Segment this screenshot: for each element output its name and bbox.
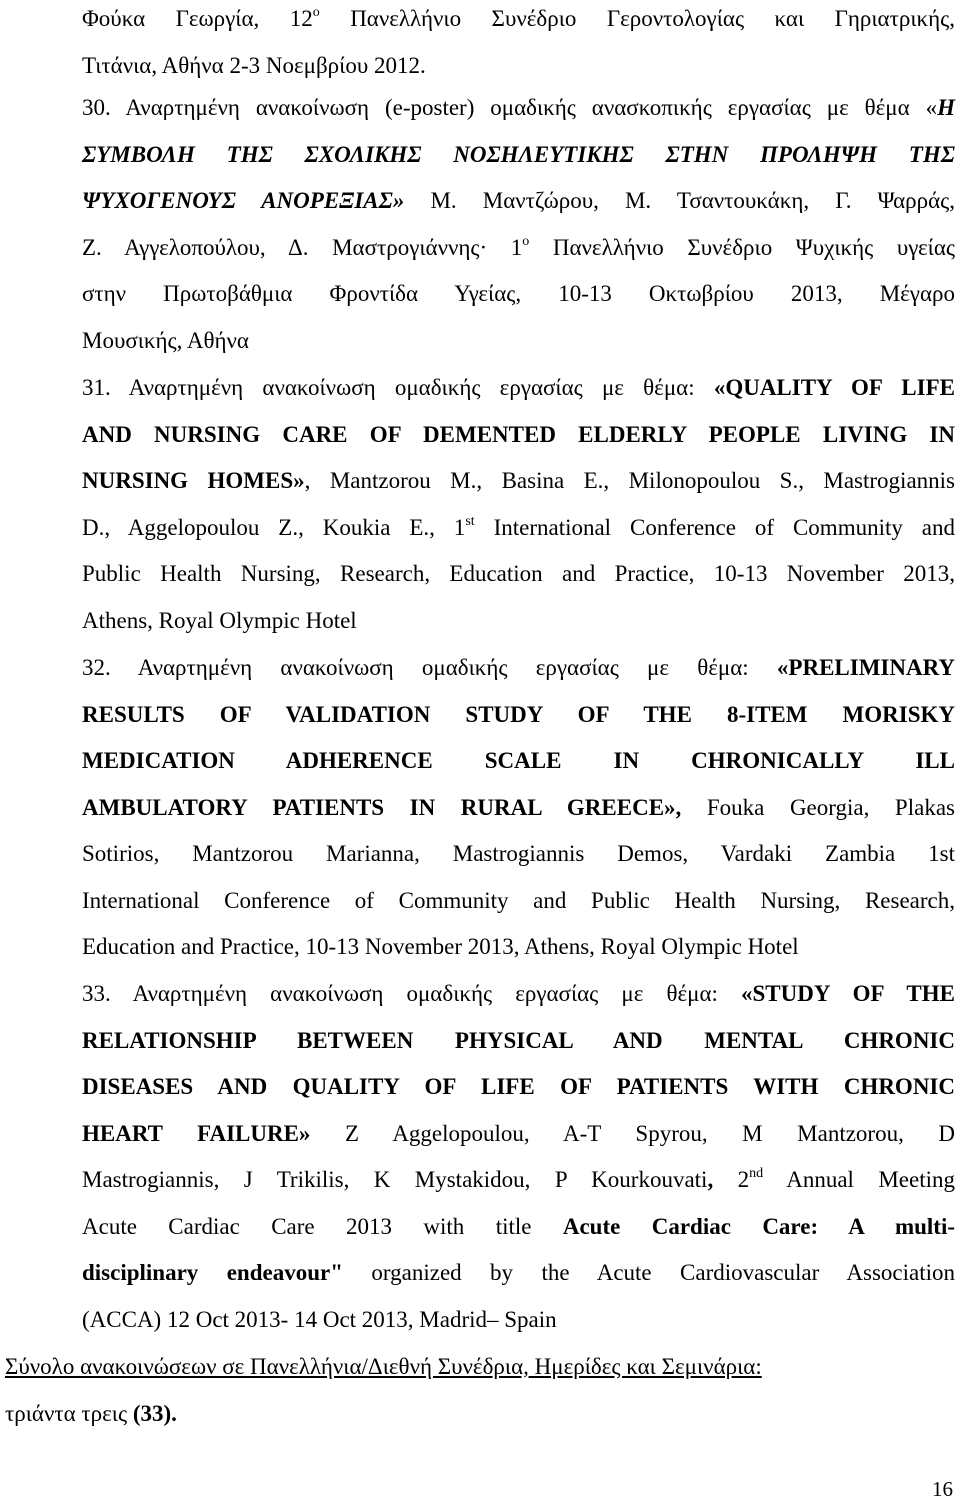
entry-text: Fouka Georgia, Plakas <box>681 794 955 820</box>
entry-number: 31. <box>82 375 111 400</box>
entry-text: Αναρτημένη ανακοίνωση ομαδικής εργασίας με θέμα: <box>110 655 777 680</box>
entry-text: , Mantzorou M., Basina E., Milonopoulou S., Mastrogiannis <box>304 468 955 493</box>
entry-title: ΨΥΧΟΓΕΝΟΥΣ ΑΝΟΡΕΞΙΑΣ» <box>82 188 405 213</box>
entry-text: Μουσικής, Αθήνα <box>82 327 249 353</box>
entry-title: «QUALITY OF LIFE <box>713 375 955 400</box>
entry-title: AND NURSING CARE OF DEMENTED ELDERLY PEOPLE LIVING IN <box>82 421 955 447</box>
entry-title: Η <box>937 95 955 120</box>
entry-title: DISEASES AND QUALITY OF LIFE OF PATIENTS WITH CHRONIC <box>82 1074 955 1099</box>
entry-30 <box>82 85 955 364</box>
entry-number: 33. <box>82 981 111 1006</box>
entry-text: Annual Meeting <box>763 1167 955 1192</box>
entry-text: Athens, Royal Olympic Hotel <box>82 607 357 633</box>
entry-32 <box>82 645 955 971</box>
entry-text: Public Health Nursing, Research, Education and Practice, 10-13 November 2013, <box>82 561 955 586</box>
entry-text: International Conference of Community and Public Health Nursing, Research, <box>82 887 955 913</box>
entry-text: Ζ. Αγγελοπούλου, Δ. Μαστρογιάννης· 1 <box>82 234 523 260</box>
entry-title: NURSING HOMES» <box>82 468 305 493</box>
entry-title: HEART FAILURE» <box>82 1120 311 1146</box>
entry-title: ΣΥΜΒΟΛΗ ΤΗΣ ΣΧΟΛΙΚΗΣ ΝΟΣΗΛΕΥΤΙΚΗΣ ΣΤΗΝ ΠΡΟΛΗΨΗ ΤΗΣ <box>82 141 955 167</box>
entry-number: 32. <box>82 655 111 680</box>
entry-text: Mastrogiannis, J Trikilis, K Mystakidou, P Kourkouvati <box>82 1167 708 1192</box>
superscript: ο <box>522 233 530 249</box>
entry-title: AMBULATORY PATIENTS IN RURAL GREECE», <box>82 794 682 820</box>
entry-text: Πανελλήνιο Συνέδριο Ψυχικής υγείας <box>529 234 955 260</box>
entry-title: disciplinary endeavour" <box>82 1260 343 1285</box>
entry-text: Αναρτημένη ανακοίνωση (e-poster) ομαδικής ανασκοπικής εργασίας με θέμα « <box>110 95 938 120</box>
entry-33 <box>82 971 955 1343</box>
entry-text: Education and Practice, 10-13 November 2013, Athens, Royal Olympic Hotel <box>82 934 799 959</box>
superscript: nd <box>749 1166 764 1181</box>
page-number: 16 <box>932 1477 953 1501</box>
entry-text: (ACCA) 12 Oct 2013- 14 Oct 2013, Madrid– Spain <box>82 1306 557 1332</box>
entry-title: Acute Cardiac Care: A multi- <box>562 1213 955 1239</box>
entry-text: Z Aggelopoulou, A-T Spyrou, M Mantzorou, D <box>310 1120 955 1146</box>
summary-count: (33). <box>132 1400 177 1426</box>
entry-text: 2 <box>713 1167 750 1192</box>
superscript: st <box>465 513 475 529</box>
entry-title: «PRELIMINARY <box>776 655 955 680</box>
entry-title: MEDICATION ADHERENCE SCALE IN CHRONICALLY ILL <box>82 748 955 773</box>
entry-title: RESULTS OF VALIDATION STUDY OF THE 8-ITEM MORISKY <box>82 701 955 727</box>
entry-number: 30. <box>82 95 111 120</box>
entry-text: International Conference of Community and <box>474 514 955 540</box>
entry-31 <box>82 365 955 644</box>
entry-text: , <box>707 1167 714 1192</box>
entry-29-tail <box>82 0 955 89</box>
entry-text: Sotirios, Mantzorou Marianna, Mastrogiannis Demos, Vardaki Zambia 1st <box>82 841 955 866</box>
summary <box>5 1344 955 1437</box>
summary-label: Σύνολο ανακοινώσεων σε Πανελλήνια/Διεθνή Συνέδρια, Ημερίδες και Σεμινάρια: <box>5 1354 762 1379</box>
summary-value: τριάντα τρεις <box>5 1400 133 1426</box>
entry-text: Acute Cardiac Care 2013 with title <box>82 1213 563 1239</box>
entry-29-text: Φούκα Γεωργία, 12 <box>82 6 313 31</box>
entry-text: organized by the Acute Cardiovascular Association <box>342 1260 955 1285</box>
entry-text: Μ. Μαντζώρου, Μ. Τσαντουκάκη, Γ. Ψαρράς, <box>404 188 955 213</box>
entry-29-text: Πανελλήνιο Συνέδριο Γεροντολογίας και Γηριατρικής, <box>319 6 955 31</box>
entry-text: στην Πρωτοβάθμια Φροντίδα Υγείας, 10-13 Οκτωβρίου 2013, Μέγαρο <box>82 281 955 306</box>
entry-text: Αναρτημένη ανακοίνωση ομαδικής εργασίας με θέμα: <box>110 981 741 1006</box>
entry-text: Αναρτημένη ανακοίνωση ομαδικής εργασίας με θέμα: <box>110 375 714 400</box>
entry-29-text: Τιτάνια, Αθήνα 2-3 Νοεμβρίου 2012. <box>82 52 426 78</box>
superscript: ο <box>312 5 320 20</box>
entry-text: D., Aggelopoulou Z., Koukia E., 1 <box>82 514 466 540</box>
entry-title: «STUDY OF THE <box>740 981 955 1006</box>
entry-title: RELATIONSHIP BETWEEN PHYSICAL AND MENTAL CHRONIC <box>82 1027 955 1053</box>
